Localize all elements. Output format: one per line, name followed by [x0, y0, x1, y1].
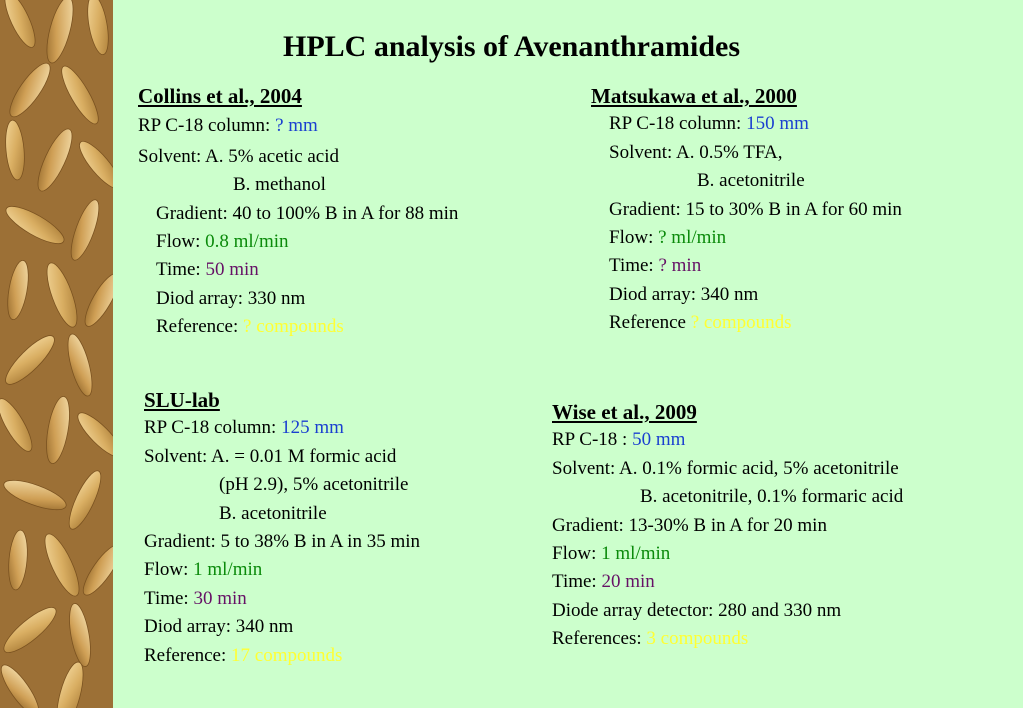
wise-block [552, 398, 903, 654]
collins-time-value: 50 min [205, 259, 259, 281]
collins-reference: Reference: ? compounds [156, 316, 344, 338]
matsukawa-diode: Diod array: 340 nm [609, 283, 759, 305]
page-title [0, 30, 1023, 64]
wise-reference: References: 3 compounds [552, 628, 749, 650]
matsukawa-gradient: Gradient: 15 to 30% B in A for 60 min [609, 198, 902, 220]
matsukawa-block [591, 82, 902, 338]
wise-column: RP C-18 : 50 mm [552, 429, 686, 451]
oat-grain-image [0, 0, 113, 708]
matsukawa-flow-value: ? ml/min [658, 227, 727, 249]
slu-solvent-a: Solvent: A. = 0.01 M formic acid [144, 445, 397, 467]
collins-solvent-a: Solvent: A. 5% acetic acid [138, 145, 340, 167]
matsukawa-column-value: 150 mm [746, 113, 809, 135]
slu-flow-value: 1 ml/min [193, 559, 263, 581]
matsukawa-column: RP C-18 column: 150 mm [609, 113, 809, 135]
wise-diode: Diode array detector: 280 and 330 nm [552, 599, 842, 621]
collins-diode: Diod array: 330 nm [156, 287, 306, 309]
wise-time: Time: 20 min [552, 571, 655, 593]
collins-reference-value: ? compounds [243, 316, 344, 338]
wise-solvent-b: B. acetonitrile, 0.1% formaric acid [640, 486, 904, 508]
slu-solvent-a2: (pH 2.9), 5% acetonitrile [219, 474, 409, 496]
collins-heading: Collins et al., 2004 [138, 84, 302, 108]
collins-column: RP C-18 column: ? mm [138, 115, 318, 137]
slu-solvent-b: B. acetonitrile [219, 502, 327, 524]
wise-flow-value: 1 ml/min [601, 543, 671, 565]
collins-gradient: Gradient: 40 to 100% B in A for 88 min [156, 202, 459, 224]
matsukawa-flow: Flow: ? ml/min [609, 227, 727, 249]
matsukawa-solvent-b: B. acetonitrile [697, 170, 805, 192]
matsukawa-reference: Reference ? compounds [609, 312, 792, 334]
slu-block [144, 386, 420, 670]
title-text: HPLC analysis of Avenanthramides [283, 30, 740, 63]
wise-flow: Flow: 1 ml/min [552, 543, 671, 565]
matsukawa-time-value: ? min [658, 255, 702, 277]
slu-reference: Reference: 17 compounds [144, 644, 343, 666]
collins-time: Time: 50 min [156, 259, 259, 281]
collins-solvent-b: B. methanol [233, 174, 326, 196]
slu-flow: Flow: 1 ml/min [144, 559, 263, 581]
matsukawa-time: Time: ? min [609, 255, 702, 277]
oat-grain-illustration [0, 0, 113, 708]
collins-flow: Flow: 0.8 ml/min [156, 231, 289, 253]
collins-block [138, 82, 458, 342]
wise-heading: Wise et al., 2009 [552, 400, 697, 424]
slu-diode: Diod array: 340 nm [144, 616, 294, 638]
matsukawa-heading: Matsukawa et al., 2000 [591, 84, 797, 108]
wise-solvent-a: Solvent: A. 0.1% formic acid, 5% acetonitrile [552, 457, 899, 479]
wise-gradient: Gradient: 13-30% B in A for 20 min [552, 514, 827, 536]
slu-gradient: Gradient: 5 to 38% B in A in 35 min [144, 531, 421, 553]
slu-column-value: 125 mm [281, 417, 344, 439]
matsukawa-reference-value: ? compounds [690, 312, 792, 334]
collins-column-value: ? mm [275, 115, 318, 137]
slu-time: Time: 30 min [144, 587, 247, 609]
wise-reference-value: 3 compounds [646, 628, 749, 650]
slu-reference-value: 17 compounds [231, 644, 343, 666]
wise-column-value: 50 mm [632, 429, 686, 451]
matsukawa-solvent-a: Solvent: A. 0.5% TFA, [609, 141, 783, 163]
wise-time-value: 20 min [601, 571, 655, 593]
slu-column: RP C-18 column: 125 mm [144, 417, 344, 439]
slu-heading: SLU-lab [144, 388, 220, 412]
collins-flow-value: 0.8 ml/min [205, 231, 289, 253]
slu-time-value: 30 min [193, 587, 247, 609]
